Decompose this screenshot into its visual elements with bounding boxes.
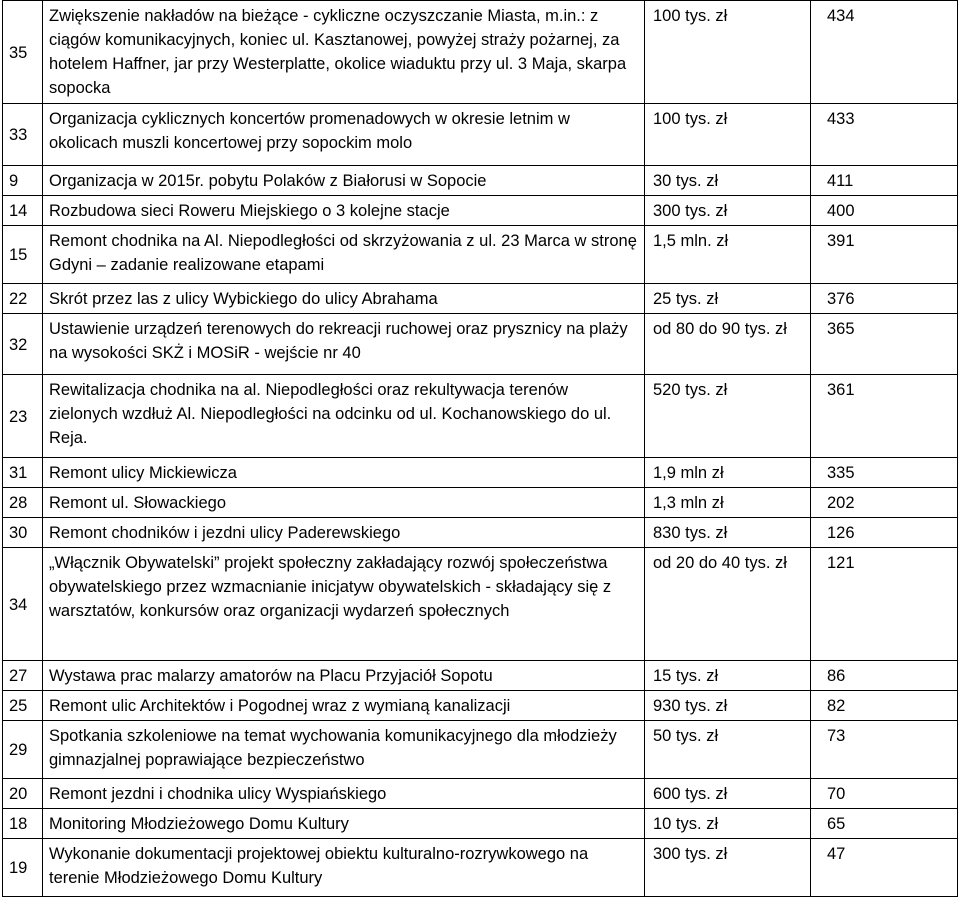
project-votes: 411 [811,166,958,196]
project-id: 34 [3,548,43,661]
project-votes: 361 [811,375,958,458]
project-amount: 100 tys. zł [645,1,811,104]
project-name: Organizacja w 2015r. pobytu Polaków z Białorusi w Sopocie [43,166,645,196]
project-amount: od 80 do 90 tys. zł [645,314,811,375]
project-amount: 600 tys. zł [645,779,811,809]
project-amount: 1,9 mln zł [645,458,811,488]
project-name: Remont ulic Architektów i Pogodnej wraz z wymianą kanalizacji [43,691,645,721]
project-name: Remont chodnika na Al. Niepodległości od skrzyżowania z ul. 23 Marca w stronę Gdyni – zadanie realizowane etapami [43,226,645,284]
project-name: Remont ulicy Mickiewicza [43,458,645,488]
project-name: Wykonanie dokumentacji projektowej obiektu kulturalno-rozrywkowego na terenie Młodzieżowego Domu Kultury [43,839,645,897]
project-id: 23 [3,375,43,458]
project-amount: 1,3 mln zł [645,488,811,518]
table-row [3,458,958,488]
project-votes: 121 [811,548,958,661]
table-row [3,375,958,458]
project-name: Remont ul. Słowackiego [43,488,645,518]
project-id: 27 [3,661,43,691]
table-row [3,226,958,284]
project-name: Organizacja cyklicznych koncertów promenadowych w okresie letnim w okolicach muszli koncertowej przy sopockim molo [43,104,645,166]
project-name: Monitoring Młodzieżowego Domu Kultury [43,809,645,839]
table-row [3,661,958,691]
projects-table [2,0,958,897]
table-row [3,284,958,314]
project-amount: 520 tys. zł [645,375,811,458]
project-votes: 434 [811,1,958,104]
project-id: 35 [3,1,43,104]
project-id: 14 [3,196,43,226]
project-amount: 15 tys. zł [645,661,811,691]
project-id: 19 [3,839,43,897]
table-row [3,809,958,839]
project-id: 20 [3,779,43,809]
project-id: 28 [3,488,43,518]
project-name: Zwiększenie nakładów na bieżące - cykliczne oczyszczanie Miasta, m.in.: z ciągów komunikacyjnych, koniec ul. Kasztanowej, powyżej straży pożarnej, za hotelem Haffner, jar przy Westerplatte, okolice wiaduktu przy ul. 3 Maja, skarpa sopocka [43,1,645,104]
project-votes: 65 [811,809,958,839]
project-amount: 50 tys. zł [645,721,811,779]
project-votes: 376 [811,284,958,314]
table-row [3,518,958,548]
table-row [3,104,958,166]
project-amount: 830 tys. zł [645,518,811,548]
project-name: Ustawienie urządzeń terenowych do rekreacji ruchowej oraz prysznicy na plaży na wysokości SKŻ i MOSiR - wejście nr 40 [43,314,645,375]
project-name: Remont jezdni i chodnika ulicy Wyspiańskiego [43,779,645,809]
project-amount: 1,5 mln. zł [645,226,811,284]
project-id: 15 [3,226,43,284]
project-id: 29 [3,721,43,779]
project-votes: 126 [811,518,958,548]
project-id: 32 [3,314,43,375]
project-name: Spotkania szkoleniowe na temat wychowania komunikacyjnego dla młodzieży gimnazjalnej poprawiające bezpieczeństwo [43,721,645,779]
table-row [3,839,958,897]
table-row [3,691,958,721]
project-id: 22 [3,284,43,314]
table-row [3,779,958,809]
project-votes: 82 [811,691,958,721]
project-name: Remont chodników i jezdni ulicy Paderewskiego [43,518,645,548]
project-votes: 433 [811,104,958,166]
table-row [3,721,958,779]
project-votes: 73 [811,721,958,779]
table-row [3,166,958,196]
project-votes: 202 [811,488,958,518]
project-name: Rewitalizacja chodnika na al. Niepodległości oraz rekultywacja terenów zielonych wzdłuż Al. Niepodległości na odcinku od ul. Kochanowskiego do ul. Reja. [43,375,645,458]
project-amount: 300 tys. zł [645,839,811,897]
project-id: 18 [3,809,43,839]
project-id: 31 [3,458,43,488]
project-name: Rozbudowa sieci Roweru Miejskiego o 3 kolejne stacje [43,196,645,226]
project-amount: 25 tys. zł [645,284,811,314]
project-id: 9 [3,166,43,196]
table-row [3,196,958,226]
table-row [3,314,958,375]
table-row [3,548,958,661]
project-amount: od 20 do 40 tys. zł [645,548,811,661]
project-votes: 365 [811,314,958,375]
project-amount: 10 tys. zł [645,809,811,839]
project-amount: 100 tys. zł [645,104,811,166]
project-id: 33 [3,104,43,166]
project-amount: 30 tys. zł [645,166,811,196]
table-row [3,1,958,104]
project-amount: 300 tys. zł [645,196,811,226]
project-name: Skrót przez las z ulicy Wybickiego do ulicy Abrahama [43,284,645,314]
project-name: „Włącznik Obywatelski” projekt społeczny zakładający rozwój społeczeństwa obywatelskiego przez wzmacnianie inicjatyw obywatelskich - składający się z warsztatów, konkursów oraz organizacji wydarzeń społecznych [43,548,645,661]
project-votes: 47 [811,839,958,897]
project-id: 30 [3,518,43,548]
table-row [3,488,958,518]
project-votes: 70 [811,779,958,809]
project-votes: 335 [811,458,958,488]
project-votes: 391 [811,226,958,284]
project-votes: 400 [811,196,958,226]
project-votes: 86 [811,661,958,691]
project-id: 25 [3,691,43,721]
project-amount: 930 tys. zł [645,691,811,721]
project-name: Wystawa prac malarzy amatorów na Placu Przyjaciół Sopotu [43,661,645,691]
